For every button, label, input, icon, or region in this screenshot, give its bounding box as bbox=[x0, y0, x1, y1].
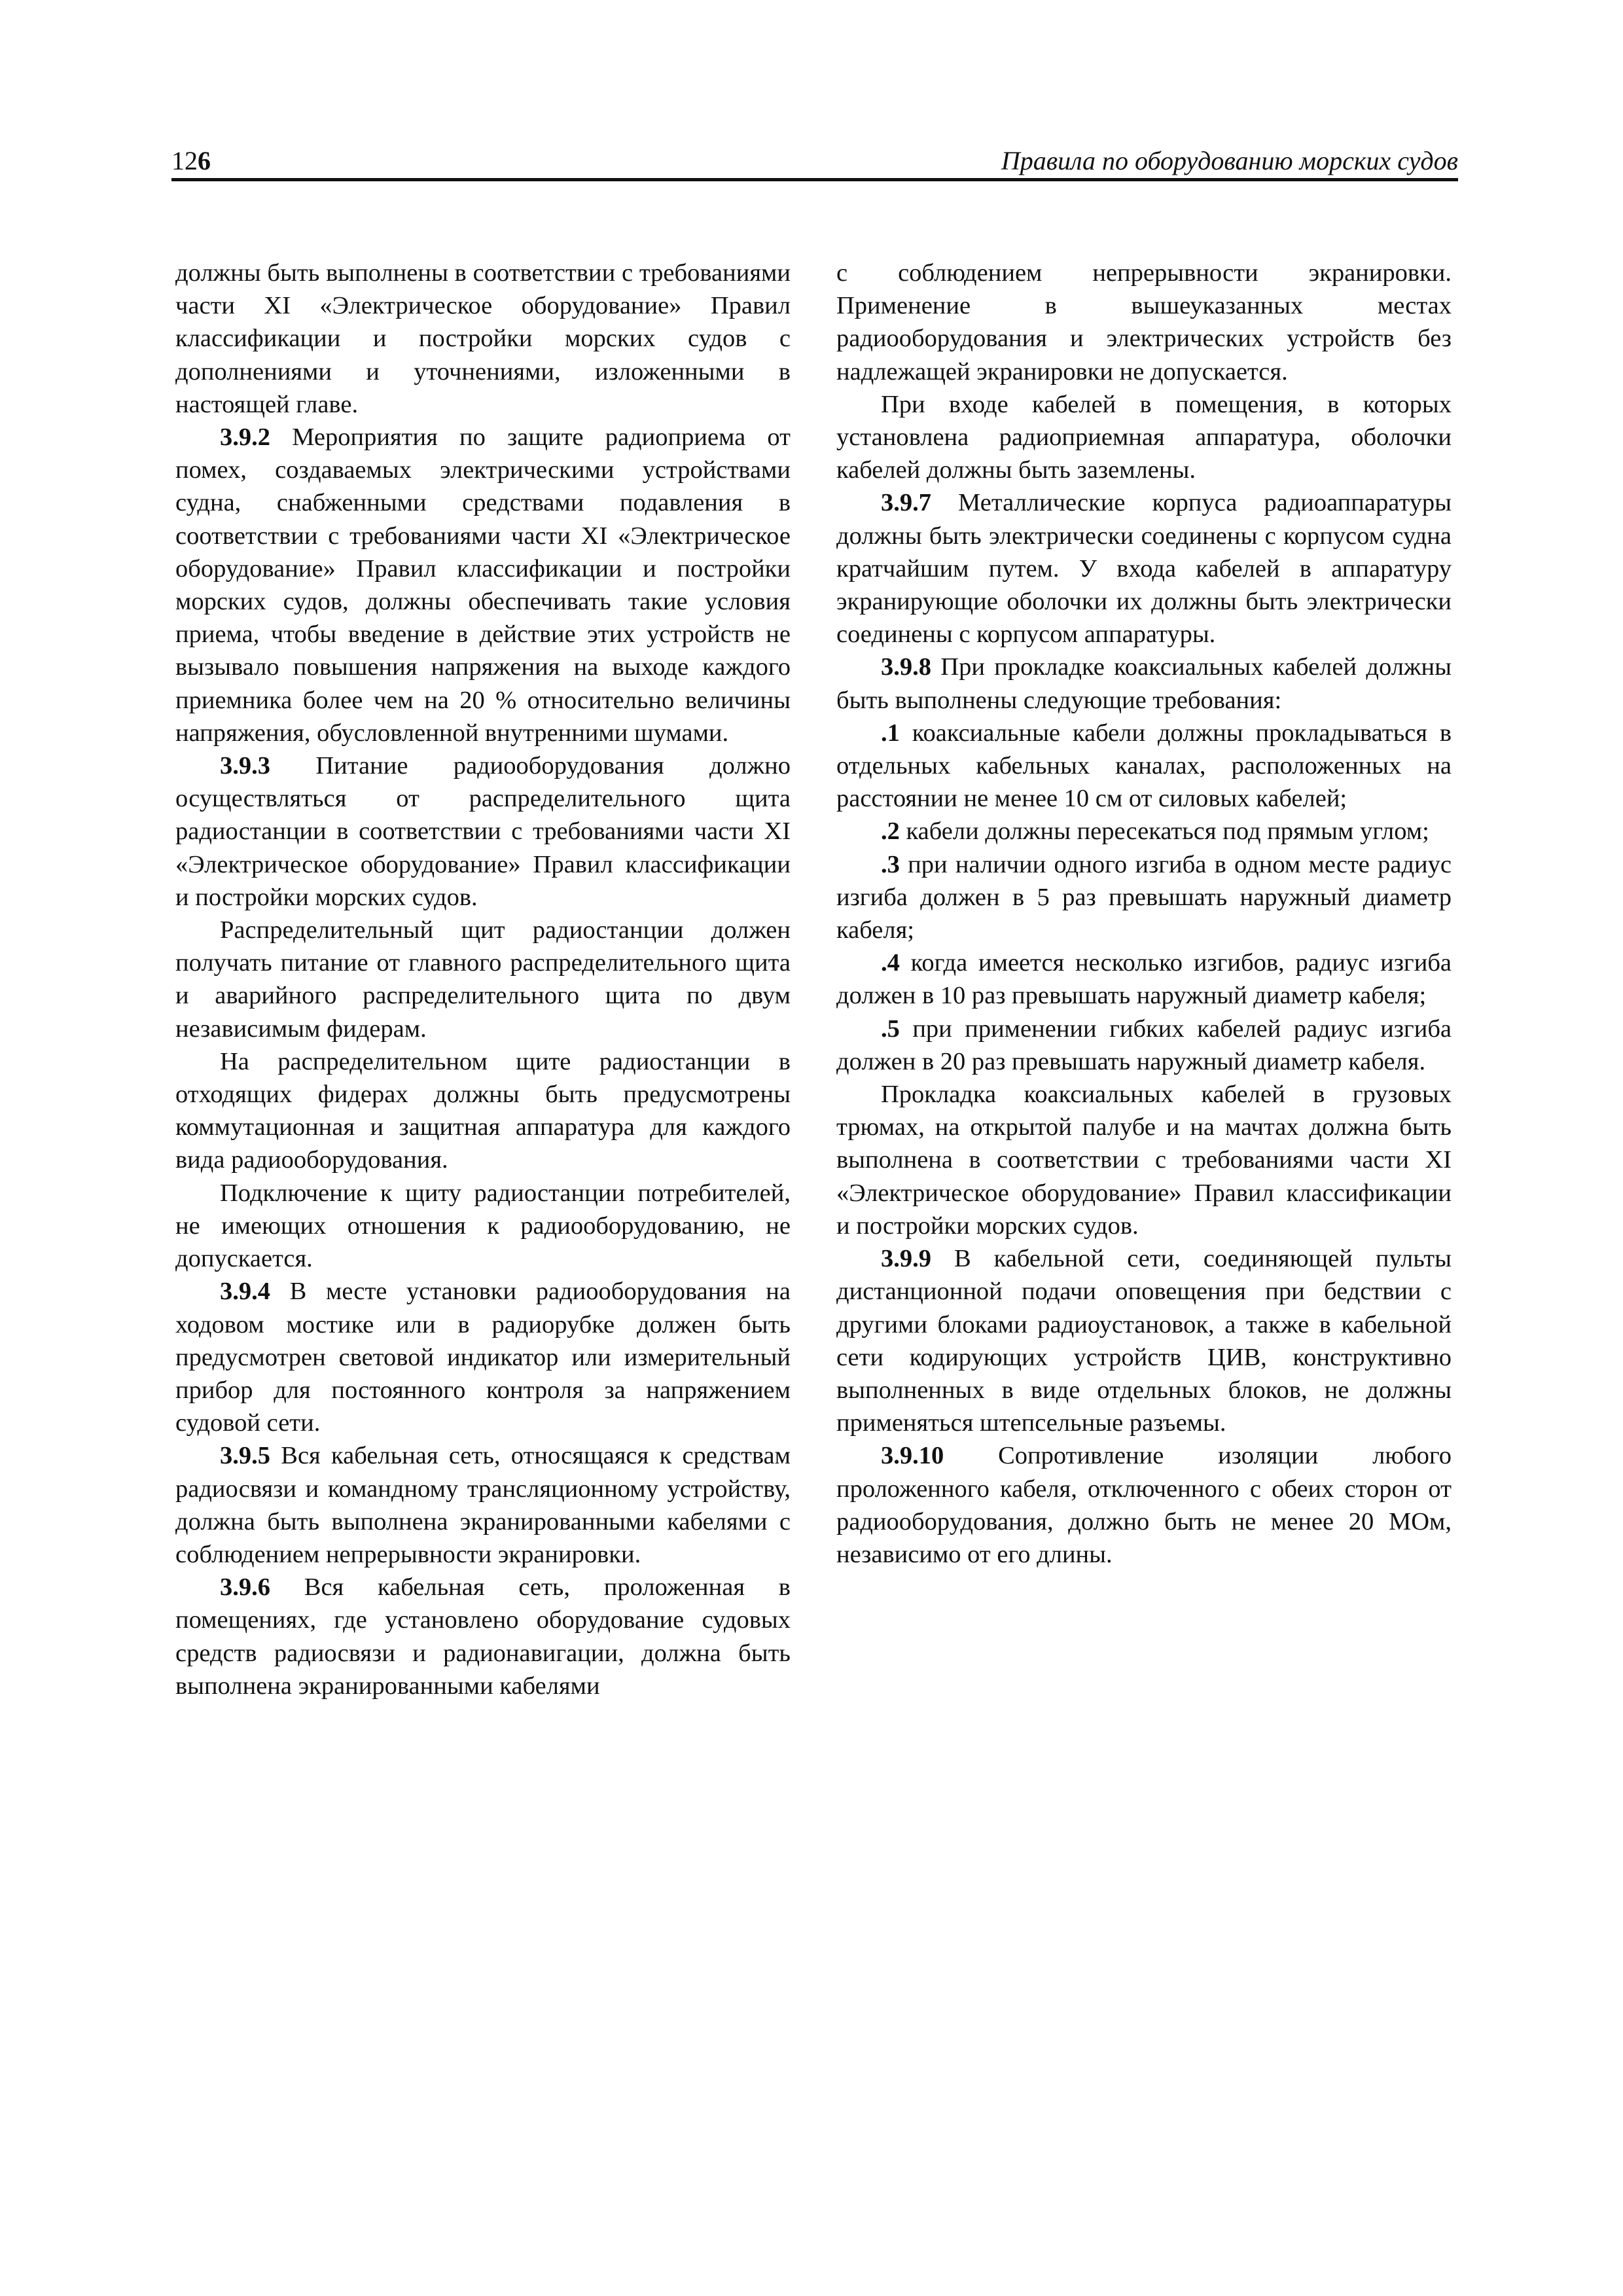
paragraph-text: должны быть выполнены в соответствии с требованиями части XI «Электрическое оборудование» Правил классификации и постройки морских судов с дополнениями и уточнениями, изложенными в настоящей главе. bbox=[175, 259, 791, 418]
section-number: 3.9.9 bbox=[881, 1245, 931, 1273]
section-3-9-9 bbox=[836, 1242, 1452, 1439]
right-column bbox=[836, 257, 1452, 1571]
item-number: .2 bbox=[881, 817, 900, 846]
list-item-1 bbox=[836, 717, 1452, 816]
paragraph-text: Прокладка коаксиальных кабелей в грузовых трюмах, на открытой палубе и на мачтах должна быть выполнена в соответствии с требованиями части XI «Электрическое оборудование» Правил классификации и постройки морских судов. bbox=[836, 1081, 1452, 1240]
paragraph-text: На распределительном щите радиостанции в отходящих фидерах должны быть предусмотрены коммутационная и защитная аппаратура для каждого вида радиооборудования. bbox=[175, 1047, 791, 1174]
item-number: .4 bbox=[881, 949, 900, 977]
paragraph-text: При входе кабелей в помещения, в которых установлена радиоприемная аппаратура, оболочки кабелей должны быть заземлены. bbox=[836, 390, 1452, 484]
item-text: кабели должны пересекаться под прямым углом; bbox=[899, 817, 1429, 846]
item-text: при применении гибких кабелей радиус изгиба должен в 20 раз превышать наружный диаметр кабеля. bbox=[836, 1014, 1452, 1075]
section-3-9-6 bbox=[175, 1571, 791, 1702]
list-item-4 bbox=[836, 946, 1452, 1012]
left-column bbox=[175, 257, 791, 1702]
section-number: 3.9.10 bbox=[881, 1442, 944, 1470]
item-text: коаксиальные кабели должны прокладываться в отдельных кабельных каналах, расположенных на расстоянии не менее 10 см от силовых кабелей; bbox=[836, 719, 1452, 813]
item-text: при наличии одного изгиба в одном месте радиус изгиба должен в 5 раз превышать наружный диаметр кабеля; bbox=[836, 850, 1452, 944]
paragraph-text: Металлические корпуса радиоаппаратуры должны быть электрически соединены с корпусом судна кратчайшим путем. У входа кабелей в аппаратуру экранирующие оболочки их должны быть электрически соединены с корпусом аппаратуры. bbox=[836, 489, 1452, 649]
paragraph-text: Сопротивление изоляции любого проложенного кабеля, отключенного с обеих сторон от радиооборудования, должно быть не менее 20 МОм, независимо от его длины. bbox=[836, 1442, 1452, 1568]
paragraph-text: При прокладке коаксиальных кабелей должны быть выполнены следующие требования: bbox=[836, 653, 1452, 714]
paragraph bbox=[175, 1177, 791, 1276]
item-number: .3 bbox=[881, 850, 900, 878]
paragraph-continued bbox=[836, 257, 1452, 388]
section-number: 3.9.7 bbox=[881, 489, 931, 517]
paragraph-text: В месте установки радиооборудования на ходовом мостике или в радиорубке должен быть предусмотрен световой индикатор или измерительный прибор для постоянного контроля за напряжением судовой сети. bbox=[175, 1278, 791, 1437]
paragraph-text: Подключение к щиту радиостанции потребителей, не имеющих отношения к радиооборудованию, не допускается. bbox=[175, 1179, 791, 1273]
paragraph bbox=[836, 1078, 1452, 1242]
paragraph-text: Мероприятия по защите радиоприема от помех, создаваемых электрическими устройствами судна, снабженными средствами подавления в соответствии с требованиями части XI «Электрическое оборудование» Правил классификации и постройки морских судов, должны обеспечивать такие условия приема, чтобы введение в действие этих устройств не вызывало повышения напряжения на выходе каждого приемника более чем на 20 % относительно величины напряжения, обусловленной внутренними шумами. bbox=[175, 423, 791, 747]
section-3-9-3 bbox=[175, 749, 791, 914]
paragraph bbox=[175, 914, 791, 1045]
paragraph bbox=[175, 1045, 791, 1177]
paragraph-text: с соблюдением непрерывности экранировки. Применение в вышеуказанных местах радиооборудования и электрических устройств без надлежащей экранировки не допускается. bbox=[836, 259, 1452, 386]
section-3-9-5 bbox=[175, 1439, 791, 1571]
section-number: 3.9.8 bbox=[881, 653, 931, 681]
item-number: .1 bbox=[881, 719, 900, 747]
paragraph-text: Питание радиооборудования должно осуществляться от распределительного щита радиостанции в соответствии с требованиями части XI «Электрическое оборудование» Правил классификации и постройки морских судов. bbox=[175, 752, 791, 911]
paragraph bbox=[836, 388, 1452, 487]
page-number-plain: 12 bbox=[171, 146, 198, 175]
paragraph-text: В кабельной сети, соединяющей пульты дистанционной подачи оповещения при бедствии с другими блоками радиоустановок, а также в кабельной сети кодирующих устройств ЦИВ, конструктивно выполненных в виде отдельных блоков, не должны применяться штепсельные разъемы. bbox=[836, 1245, 1452, 1437]
page-number-bold: 6 bbox=[198, 146, 211, 175]
paragraph-continued bbox=[175, 257, 791, 421]
section-number: 3.9.4 bbox=[220, 1278, 270, 1306]
section-3-9-7 bbox=[836, 486, 1452, 651]
list-item-2 bbox=[836, 815, 1452, 848]
page-number bbox=[171, 147, 211, 175]
list-item-3 bbox=[836, 848, 1452, 947]
running-title: Правила по оборудованию морских судов bbox=[1001, 146, 1458, 175]
section-number: 3.9.2 bbox=[220, 423, 270, 452]
section-number: 3.9.5 bbox=[220, 1442, 270, 1470]
item-text: когда имеется несколько изгибов, радиус изгиба должен в 10 раз превышать наружный диаметр кабеля; bbox=[836, 949, 1452, 1010]
item-number: .5 bbox=[881, 1014, 900, 1043]
header-rule bbox=[171, 178, 1458, 181]
paragraph-text: Вся кабельная сеть, относящаяся к средствам радиосвязи и командному трансляционному устройству, должна быть выполнена экранированными кабелями с соблюдением непрерывности экранировки. bbox=[175, 1442, 791, 1568]
section-number: 3.9.6 bbox=[220, 1573, 270, 1602]
section-3-9-4 bbox=[175, 1275, 791, 1439]
section-number: 3.9.3 bbox=[220, 752, 270, 780]
section-3-9-8 bbox=[836, 651, 1452, 716]
section-3-9-10 bbox=[836, 1439, 1452, 1571]
section-3-9-2 bbox=[175, 421, 791, 749]
paragraph-text: Вся кабельная сеть, проложенная в помещениях, где установлено оборудование судовых средств радиосвязи и радионавигации, должна быть выполнена экранированными кабелями bbox=[175, 1573, 791, 1700]
paragraph-text: Распределительный щит радиостанции должен получать питание от главного распределительного щита и аварийного распределительного щита по двум независимым фидерам. bbox=[175, 916, 791, 1043]
list-item-5 bbox=[836, 1013, 1452, 1078]
page-header bbox=[171, 139, 1458, 179]
